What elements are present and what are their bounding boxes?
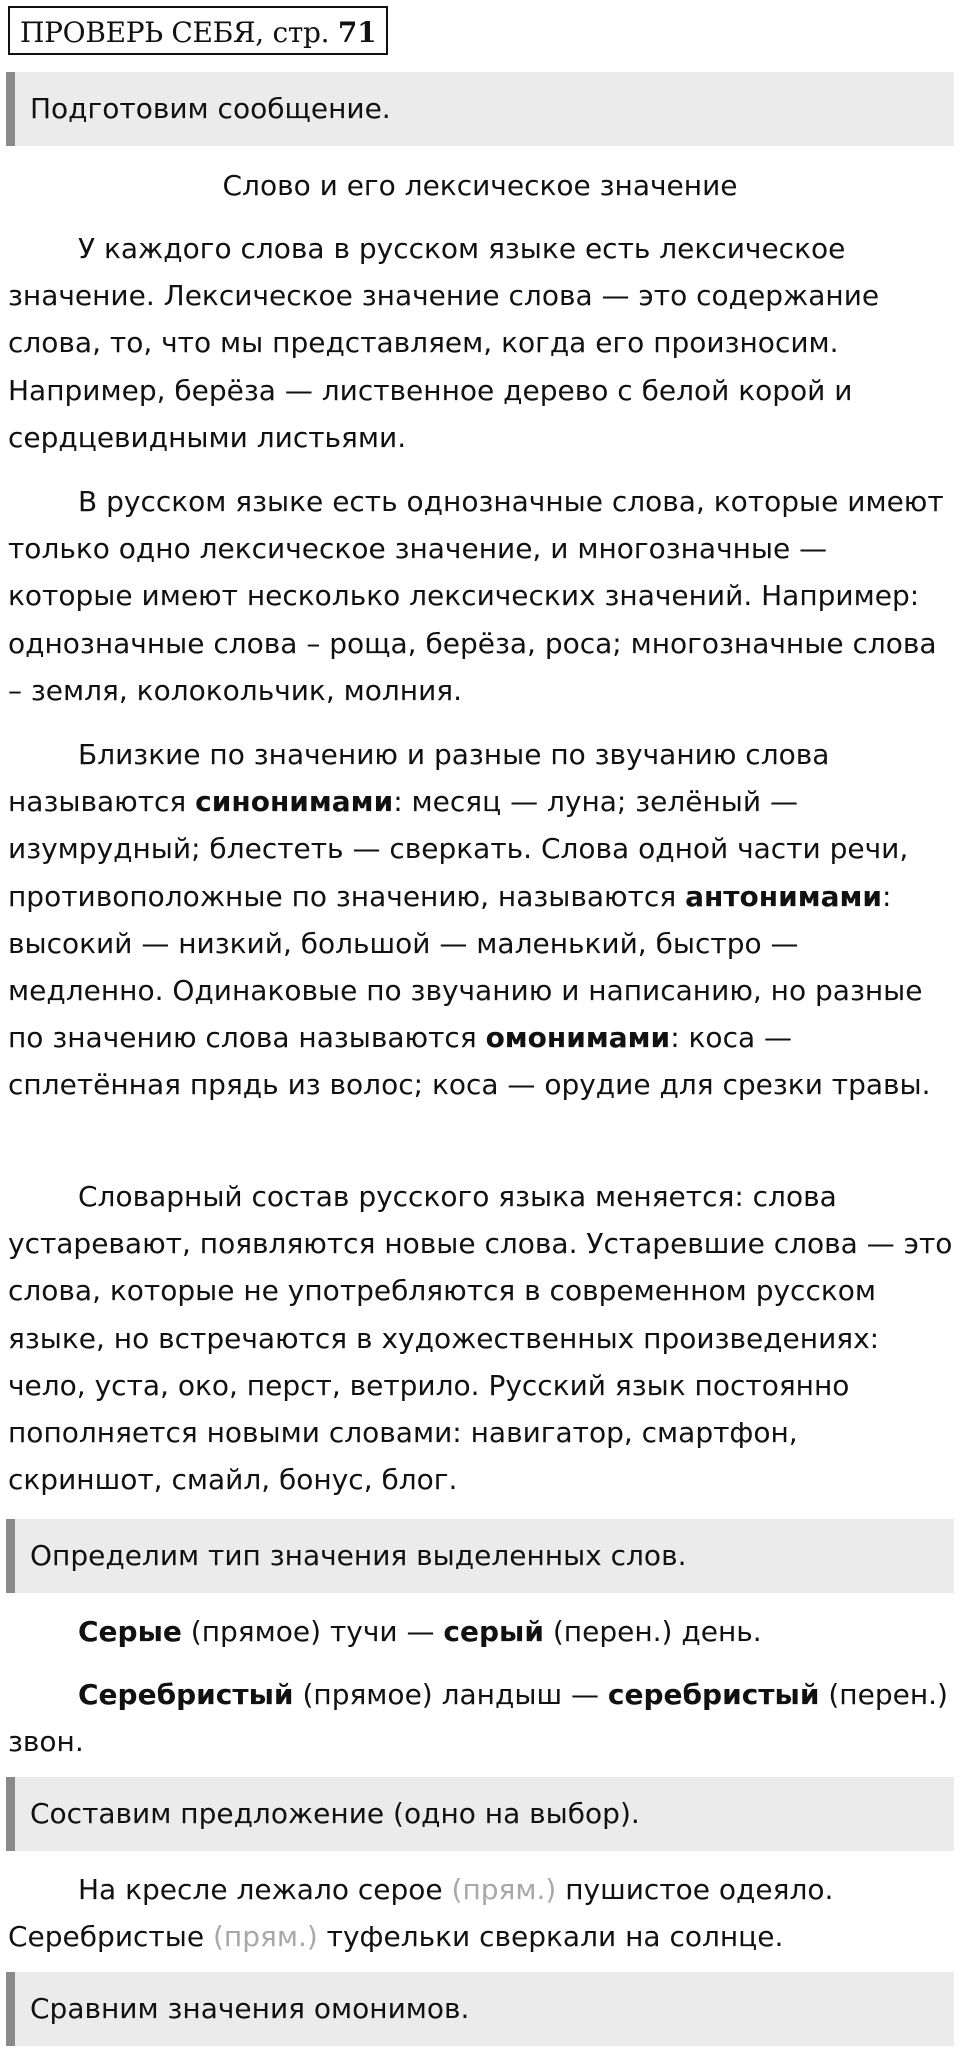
highlighted-word: Серые [78,1615,182,1648]
task-heading-label: Определим тип значения выделенных слов. [30,1539,687,1572]
paragraph-text: : коса — сплетённая прядь из волос; коса — орудие для срезки травы. [8,1021,931,1102]
header-page-number: 71 [337,16,377,49]
sentence-text: туфельки сверкали на солнце. [317,1920,784,1954]
essay-title: Слово и его лексическое значение [222,169,738,202]
task-heading-meaning-type [6,1519,954,1593]
example-sentences [8,1866,954,1960]
highlighted-word: Серебристый [78,1678,294,1711]
paragraph-text: : высокий — низкий, большой — маленький, быстро — медленно. Одинаковые по звучанию и написанию, но разные по значению слова называются [8,879,923,1055]
header-prefix: ПРОВЕРЬ СЕБЯ, стр. [20,16,338,49]
term-synonyms: синонимами [195,785,394,819]
task-heading-label: Сравним значения омонимов. [30,1992,470,2025]
task-heading-label: Составим предложение (одно на выбор). [30,1797,640,1830]
task-heading-compose-sentence [6,1777,954,1851]
answer-text: (прямое) ландыш — [293,1678,608,1711]
answer-text: (прямое) тучи — [181,1615,444,1648]
page-header [8,6,388,55]
highlighted-word: серебристый [607,1678,820,1711]
essay-paragraph-1: У каждого слова в русском языке есть лексическое значение. Лексическое значение слова — это содержание слова, то, что мы представляем, когда его произносим. Например, берёза — лиственное дерево с белой корой и сердцевидными листьями. [8,232,880,454]
task-heading-prepare-message [6,72,954,146]
task-heading-label: Подготовим сообщение. [30,92,391,125]
sentence-text: Серебристые [8,1920,213,1954]
essay-paragraph-4: Словарный состав русского языка меняется: слова устаревают, появляются новые слова. Устаревшие слова — это слова, которые не употребляются в современном русском языке, но встречаются в художественных произведениях: чело, уста, око, перст, ветрило. Русский язык постоянно пополняется новыми словами: навигатор, смартфон, скриншот, смайл, бонус, блог. [8,1180,953,1497]
paragraph-text: : месяц — луна; зелёный — изумрудный; блестеть — сверкать. Слова одной части речи, противоположные по значению, называются [8,785,909,913]
answer-line-silver [8,1671,954,1765]
answer-line-gray [8,1608,954,1655]
paragraph-text: Близкие по значению и разные по звучанию слова называются [8,738,830,819]
essay-paragraph-3 [8,731,954,1109]
answer-text: (перен.) звон. [8,1678,948,1759]
task-heading-compare-homonyms [6,1972,954,2046]
term-homonyms: омонимами [485,1021,671,1055]
sentence-text: На кресле лежало серое [78,1873,452,1906]
meaning-hint: (прям.) [212,1920,318,1954]
sentence-text: пушистое одеяло. [556,1873,834,1906]
term-antonyms: антонимами [685,879,883,913]
answer-text: (перен.) день. [543,1615,762,1648]
meaning-hint: (прям.) [451,1873,557,1906]
highlighted-word: серый [443,1615,544,1648]
essay-paragraph-2: В русском языке есть однозначные слова, которые имеют только одно лексическое значение, и многозначные — которые имеют несколько лексических значений. Например: однозначные слова – роща, берёза, роса; многозначные слова – земля, колокольчик, молния. [8,485,944,707]
